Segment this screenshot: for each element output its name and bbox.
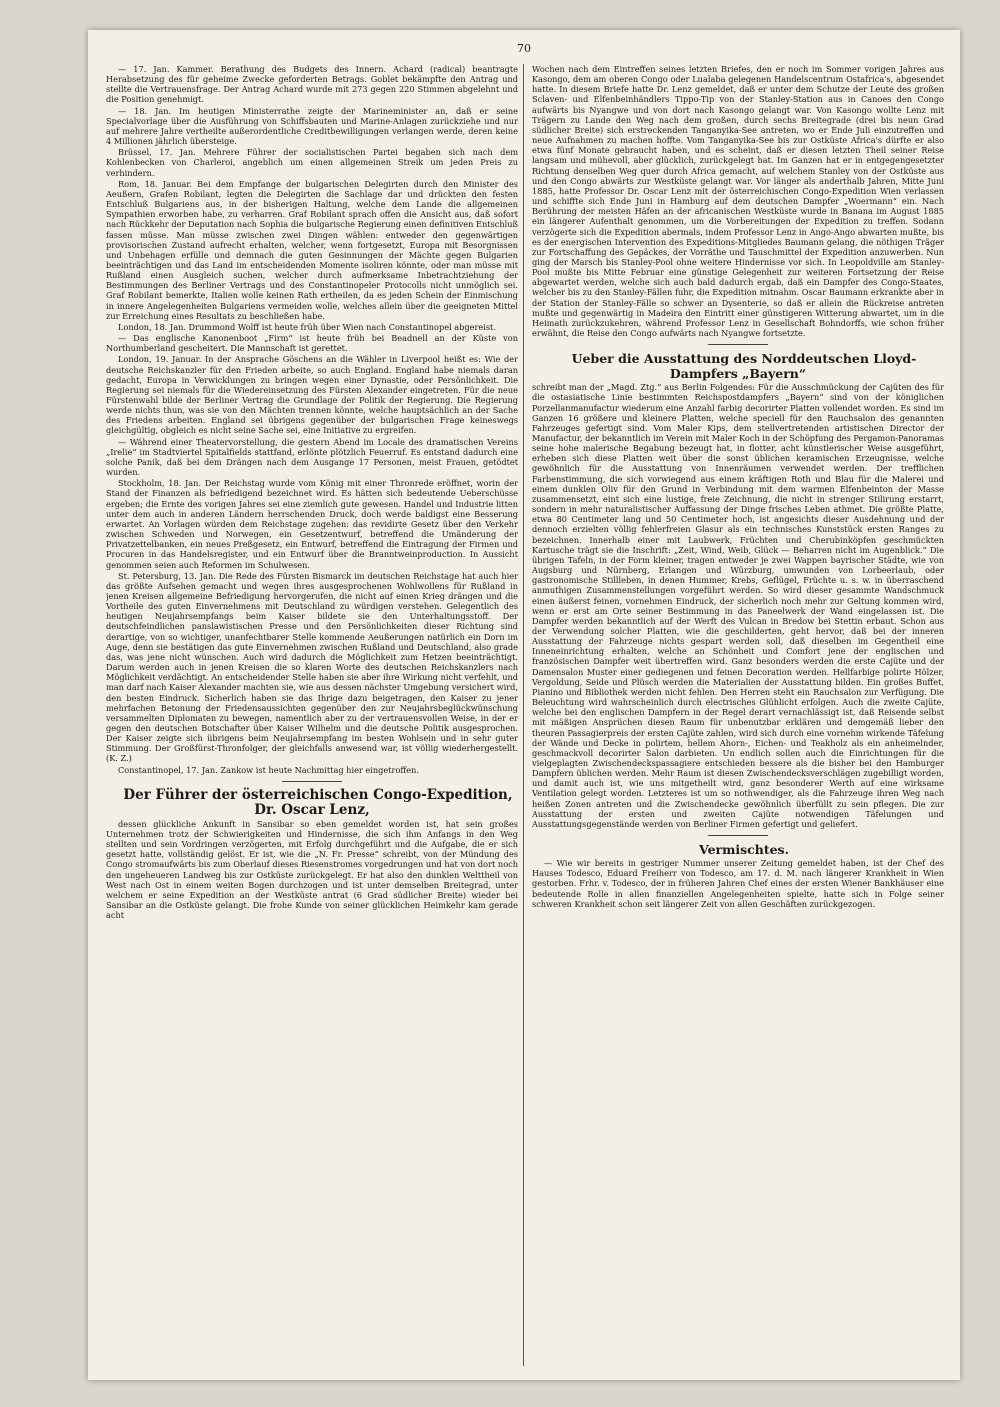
- article-paragraph: — Wie wir bereits in gestriger Nummer unserer Zeitung gemeldet haben, ist der Chef des Hauses Todesco, Eduard Freiherr von Todesco, am 17. d. M. nach längerer Krankheit in Wien gestorben. Frhr. v. Todesco, der in früheren Jahren Chef eines der ersten Wiener Bankhäuser eine bedeutende Rolle in allen finanziellen Angelegenheiten spielte, hatte sich in Folge seiner schweren Krankheit schon seit längerer Zeit von allen Geschäften zurückgezogen.: [532, 858, 944, 909]
- article-paragraph: — 17. Jan. Kammer. Berathung des Budgets des Innern. Achard (radical) beantragte Herabsetzung des für geheime Zwecke geforderten Betrags. Goblet bekämpfte den Antrag und stellte die Vertrauensfrage. Der Antrag Achard wurde mit 273 gegen 220 Stimmen abgelehnt und die Position genehmigt.: [106, 64, 518, 105]
- section-divider: [282, 781, 342, 782]
- section-divider: [708, 344, 768, 345]
- right-column: [532, 64, 944, 1366]
- article-paragraph: Wochen nach dem Eintreffen seines letzten Briefes, den er noch im Sommer vorigen Jahres aus Kasongo, dem am oberen Congo oder Lualaba gelegenen Handelscentrum Ostafrica's, abgesendet hatte. In diesem Briefe hatte Dr. Lenz gemeldet, daß er unter dem Schutze der Leute des großen Sclaven- und Elfenbeinhändlers Tippo-Tip von der Stanley-Station aus in Canoes den Congo aufwärts bis Nyangwe und von dort nach Kasongo gelangt war. Von Kasongo wollte Lenz mit Trägern zu Lande den Weg nach dem großen, durch sechs Breitegrade (drei bis neun Grad südlicher Breite) sich erstreckenden Tanganyika-See antreten, wo er Ende Juli einzutreffen und neue Aufnahmen zu machen hoffte. Vom Tanganyika-See bis zur Ostküste Africa's dürfte er also etwa fünf Monate gebraucht haben, und es scheint, daß er diesen letzten Theil seiner Reise langsam und mühevoll, aber glücklich, zurückgelegt hat. Im Ganzen hat er in entgegengesetzter Richtung denselben Weg quer durch Africa gemacht, auf welchem Stanley von der Ostküste aus und den Congo abwärts zur Westküste gelangt war. Vor länger als anderthalb Jahren, Mitte Juni 1885, hatte Professor Dr. Oscar Lenz mit der österreichischen Congo-Expedition Wien verlassen und schiffte sich Ende Juni in Hamburg auf dem deutschen Dampfer „Woermann“ ein. Nach Berührung der meisten Häfen an der africanischen Westküste wurde in Banana im August 1885 ein längerer Aufenthalt genommen, um die Vorbereitungen der Expedition zu treffen. Sodann verzögerte sich die Expedition abermals, indem Professor Lenz in Ango-Ango abwarten mußte, bis es der energischen Intervention des Expeditions-Mitgliedes Baumann gelang, die nöthigen Träger zur Fortschaffung des Gepäckes, der Vorräthe und Tauschmittel der Expedition anzuwerben. Nun ging der Marsch bis Stanley-Pool ohne weitere Hindernisse vor sich. In Leopoldville am Stanley-Pool mußte bis Mitte Februar eine günstige Gelegenheit zur weiteren Fortsetzung der Reise abgewartet werden, welche sich auch bald dadurch ergab, daß ein Dampfer des Congo-Staates, welcher bis zu den Stanley-Fällen fuhr, die Expedition mitnahm. Oscar Baumann erkrankte aber in der Station der Stanley-Fälle so schwer an Dysenterie, so daß er allein die Rückreise antreten mußte und gegenwärtig in Madeira den Eintritt einer günstigeren Witterung abwartet, um in die Heimath zurückzukehren, während Professor Lenz in Gesellschaft Bohndorffs, wie schon früher erwähnt, die Reise den Congo aufwärts nach Nyangwe fortsetzte.: [532, 64, 944, 339]
- article-paragraph: London, 18. Jan. Drummond Wolff ist heute früh über Wien nach Constantinopel abgereist.: [118, 321, 496, 332]
- heading-lenz: Der Führer der österreichischen Congo-Expedition, Dr. Oscar Lenz,: [123, 786, 513, 818]
- left-column: [106, 64, 518, 1366]
- article-paragraph: schreibt man der „Magd. Ztg.“ aus Berlin Folgendes: Für die Ausschmückung der Cajüten des für die ostasiatische Linie bestimmten Reichspostdampfers „Bayern“ sind von der königlichen Porzellanmanufactur wiederum eine Anzahl farbig decorirter Platten vollendet worden. Es sind im Ganzen 16 größere und kleinere Platten, welche speciell für den Rauchsalon des genannten Fahrzeuges gefertigt sind. Vom Maler Kips, dem stellvertretenden artistischen Director der Manufactur, der bekanntlich im Verein mit Maler Koch in der Schöpfung des Pergamon-Panoramas seine hohe malerische Begabung bezeugt hat, in flotter, acht künstlerischer Weise ausgeführt, erheben sich diese Platten weit über die sonst üblichen keramischen Erzeugnisse, welche gewöhnlich für die Ausstattung von Innenräumen verwendet werden. Der trefflichen Farbenstimmung, die sich vorwiegend aus einem kräftigen Roth und Blau für die Malerei und einem dunklen Oliv für den Grund in Verbindung mit dem warmen Elfenbeinton der Masse zusammensetzt, eint sich eine lustige, freie Zeichnung, die nicht in strenger Stilirung erstarrt, sondern in mehr naturalistischer Auffassung der Dinge frisches Leben athmet. Die größte Platte, etwa 80 Centimeter lang und 50 Centimeter hoch, ist angesichts dieser Ausdehnung und der dennoch erzielten völlig fehlerfreien Glasur als ein technisches Kunststück ersten Ranges zu bezeichnen. Innerhalb einer mit Laubwerk, Früchten und Cherubinköpfen geschmückten Kartusche trägt sie die Inschrift: „Zeit, Wind, Weib, Glück — Beharren nicht im Augenblick.“ Die übrigen Tafeln, in der Form kleiner, tragen entweder je zwei Wappen bayrischer Städte, wie von Augsburg und Nürnberg, Erlangen und Würzburg, umwunden von Lorbeerlaub, oder gastronomische Stillleben, in denen Hummer, Krebs, Geflügel, Früchte u. s. w. in überraschend anmuthigen Zusammenstellungen vorgeführt werden. So wird dieser gesammte Wandschmuck einen äußerst feinen, vornehmen Eindruck, der sicherlich noch mehr zur Geltung kommen wird, wenn er erst am Orte seiner Bestimmung in das Paneelwerk der Wand eingelassen ist. Die Dampfer werden bekanntlich auf der Werft des Vulcan in Bredow bei Stettin erbaut. Schon aus der Verwendung solcher Platten, wie die geschilderten, geht hervor, daß bei der inneren Ausstattung der Fahrzeuge nichts gespart werden soll, daß dieselben im Gegentheil eine Inneneinrichtung erhalten, welche an Schönheit und Comfort jene der englischen und französischen Dampfer weit übertreffen wird. Ganz besonders werden die erste Cajüte und der Damensalon Muster einer gediegenen und feinen Decoration werden. Hellfarbige polirte Hölzer, Vergoldung, Seide und Plüsch werden die Materialien der Ausstattung bilden. Ein großes Buffet, Pianino und Bibliothek werden nicht fehlen. Den Herren steht ein Rauchsalon zur Verfügung. Die Beleuchtung wird wahrscheinlich durch electrisches Glühlicht erfolgen. Auch die zweite Cajüte, welche bei den englischen Dampfern in der Regel derart vernachlässigt ist, daß Reisende selbst mit mäßigen Ansprüchen diesen Raum für unbenutzbar erklären und demgemäß lieber den theuren Passagierpreis der ersten Cajüte zahlen, wird sich durch eine vornehm wirkende Täfelung der Wände und Decke in polirtem, hellem Ahorn-, Eichen- und Teakholz als ein anheimelnder, geschmackvoll decorirter Salon darbieten. Un endlich sollen auch die Einrichtungen für die vielgeplagten Zwischendeckspassagiere entschieden bessere als die bisher bei den Hamburger Dampfern üblichen werden. Mehr Raum ist diesen Zwischendecksverschlägen zugebilligt worden, und damit auch ist, wie uns mitgetheilt wird, ganz besonderer Werth auf eine wirksame Ventilation gelegt worden. Letzteres ist um so nothwendiger, als die Fahrzeuge ihren Weg nach heißen Zonen antreten und die Zwischendecke gewöhnlich überfüllt zu sein pflegen. Die zur Ausstattung der ersten und zweiten Cajüte notwendigen Täfelungen und Ausstattungsgegenstände werden von Berliner Firmen gefertigt und geliefert.: [532, 382, 944, 829]
- heading-lloyd: Ueber die Ausstattung des Norddeutschen Lloyd-Dampfers „Bayern“: [571, 351, 917, 382]
- article-paragraph: Rom, 18. Januar. Bei dem Empfange der bulgarischen Delegirten durch den Minister des Aeußern, Grafen Robilant, legten die Delegirten die Sachlage dar und drückten den festen Entschluß Bulgariens aus, in der bisherigen Haltung, welche dem Lande die allgemeinen Sympathien erworben habe, zu verharren. Graf Robilant sprach offen die Ansicht aus, daß sofort nach Rückkehr der Deputation nach Sophia die bulgarische Regierung einen definitiven Entschluß fassen müsse. Man müsse zwischen zwei Dingen wählen: entweder den gegenwärtigen provisorischen Zustand aufrecht erhalten, welcher, wenn fortgesetzt, Europa mit Besorgnissen und Unbehagen erfülle und demnach die guten Gesinnungen der Mächte gegen Bulgarien beeinträchtigen und das Land im entscheidenden Momente isoliren könnte, oder man müsse mit Rußland einen Ausgleich suchen, welcher durch aufmerksame Inbetrachtziehung der Bestimmungen des Berliner Vertrags und des Constantinopeler Protocolls nicht unmöglich sei. Graf Robilant bemerkte, Italien wolle keinen Rath ertheilen, da es jeden Schein der Einmischung in innere Angelegenheiten Bulgariens vermeiden wolle, welches allein über die geeigneten Mittel zur Erreichung eines Resultats zu beschließen habe.: [106, 178, 518, 321]
- newspaper-page: [88, 30, 960, 1380]
- column-rule: [523, 64, 524, 1366]
- section-divider: [708, 835, 768, 836]
- article-paragraph: — Das englische Kanonenboot „Firm“ ist heute früh bei Beadnell an der Küste von Northumberland gescheitert. Die Mannschaft ist gerettet.: [106, 333, 518, 354]
- article-paragraph: Brüssel, 17. Jan. Mehrere Führer der socialistischen Partei begaben sich nach dem Kohlenbecken von Charleroi, angeblich um einen allgemeinen Streik um jeden Preis zu verhindern.: [106, 147, 518, 178]
- article-paragraph: — Während einer Theatervorstellung, die gestern Abend im Locale des dramatischen Vereins „Irelie“ im Stadtviertel Spitalfields stattfand, erlönte plötzlich Feuerruf. Es entstand dadurch eine solche Panik, daß bei dem Drängen nach dem Ausgange 17 Personen, meist Frauen, getödtet wurden.: [106, 436, 518, 478]
- article-paragraph: St. Petersburg, 13. Jan. Die Rede des Fürsten Bismarck im deutschen Reichstage hat auch hier das größte Aufsehen gemacht und wegen ihres ausgesprochenen Wohlwollens für Rußland in jenen Kreisen allgemeine Befriedigung hervorgerufen, die nicht auf einen Krieg drängen und die Vortheile des guten Einvernehmens mit Deutschland zu würdigen verstehen. Gelegentlich des heutigen Neujahrsempfangs beim Kaiser bildete sie den Unterhaltungsstoff. Der deutschfeindlichen panslawistischen Presse und den Persönlichkeiten dieser Richtung sind derartige, von so wichtiger, unanfechtbarer Stelle kommende Aeußerungen natürlich ein Dorn im Auge, denn sie bestätigen das gute Einvernehmen zwischen Rußland und Deutschland, also grade das, was jene nicht wünschen. Auch wird dadurch die Möglichkeit zum Hetzen beeinträchtigt. Darum werden auch in jenen Kreisen die so klaren Worte des deutschen Reichskanzlers nach Möglichkeit verdächtigt. An entscheidender Stelle haben sie aber ihre Wirkung nicht verfehlt, und man darf nach Kaiser Alexander machten sie, wie aus dessen nächster Umgebung versichert wird, den besten Eindruck. Sicherlich haben sie das Ihrige dazu beigetragen, den Kaiser zu jener mehrfachen Betonung der Friedensaussichten gegenüber den zur Neujahrsbeglückwünschung versammelten Diplomaten zu bewegen, namentlich aber zu der vertrauensvollen Weise, in der er gegen den deutschen Botschafter über Kaiser Wilhelm und die deutsche Politik ausgesprochen. Der Kaiser zeigte sich übrigens beim Neujahrsempfang im besten Wohlsein und in sehr guter Stimmung. Der Großfürst-Thronfolger, der gleichfalls anwesend war, ist völlig wiederhergestellt. (K. Z.): [106, 570, 518, 764]
- article-paragraph: Stockholm, 18. Jan. Der Reichstag wurde vom König mit einer Thronrede eröffnet, worin der Stand der Finanzen als befriedigend bezeichnet wird. Es hätten sich bedeutende Ueberschüsse ergeben; die Ernte des vorigen Jahres sei eine ziemlich gute gewesen. Handel und Industrie litten unter dem auch in anderen Ländern herrschenden Druck, doch werde baldigst eine Besserung erwartet. An Vorlagen würden dem Reichstage zugehen: das revidirte Gesetz über den Verkehr zwischen Schweden und Norwegen, ein Gesetzentwurf, betreffend die Umänderung der Privatzettelbanken, ein neues Preßgesetz, ein Entwurf, betreffend die Eintragung der Firmen und Procuren in das Handelsregister, und ein Entwurf über die Branntweinproduction. In Aussicht genommen seien auch Reformen im Schulwesen.: [106, 478, 518, 570]
- heading-misc: Vermischtes.: [699, 842, 789, 858]
- article-paragraph: — 18. Jan. Im heutigen Ministerrathe zeigte der Marineminister an, daß er seine Specialvorlage über die Ausführung von Schiffsbauten und Marine-Anlagen zurückziehe und nur auf mehrere Jahre vertheilte außerordentliche Creditbewilligungen verlangen werde, deren keine 4 Millionen jährlich übersteige.: [106, 105, 518, 147]
- article-paragraph: dessen glückliche Ankunft in Sansibar so eben gemeldet worden ist, hat sein großes Unternehmen trotz der Schwierigkeiten und Hindernisse, die sich ihm Anfangs in den Weg stellten und sein Vordringen verzögerten, mit Erfolg durchgeführt und die Aufgabe, die er sich gesetzt hatte, vollständig gelöst. Er ist, wie die „N. Fr. Presse“ schreibt, von der Mündung des Congo stromaufwärts bis zum Oberlauf dieses Riesenstromes vorgedrungen und hat von dort noch den ungeheueren Landweg bis zur Ostküste zurückgelegt. Er hat also den dunklen Welttheil von West nach Ost in einem weiten Bogen durchzogen und ist unter demselben Breitegrad, unter welchem er seine Expedition an der Westküste antrat (6 Grad südlicher Breite) wieder bei Sansibar an die Ostküste gelangt. Die frohe Kunde von seiner glücklichen Heimkehr kam gerade acht: [106, 818, 518, 921]
- article-paragraph: London, 19. Januar. In der Ansprache Göschens an die Wähler in Liverpool heißt es: Wie der deutsche Reichskanzler für den Frieden arbeite, so auch England. England habe niemals daran gedacht, Europa in Verwicklungen zu bringen wegen einer Dynastie, oder Persönlichkeit. Die Regierung sei niemals für die Wiedereinsetzung des Fürsten Alexander eingetreten. Für die neue Fürstenwahl bilde der Berliner Vertrag die Grundlage der Politik der Regierung. Die Regierung werde nichts thun, was sie von den Mächten trennen könnte, welche hauptsächlich an der Sache des Friedens arbeiten. England sei übrigens gegenüber der bulgarischen Frage keineswegs gleichgültig, obgleich es nicht seine Sache sei, eine Initiative zu ergreifen.: [106, 354, 518, 436]
- article-paragraph: Constantinopel, 17. Jan. Zankow ist heute Nachmittag hier eingetroffen.: [118, 764, 419, 775]
- page-number: 70: [517, 42, 531, 55]
